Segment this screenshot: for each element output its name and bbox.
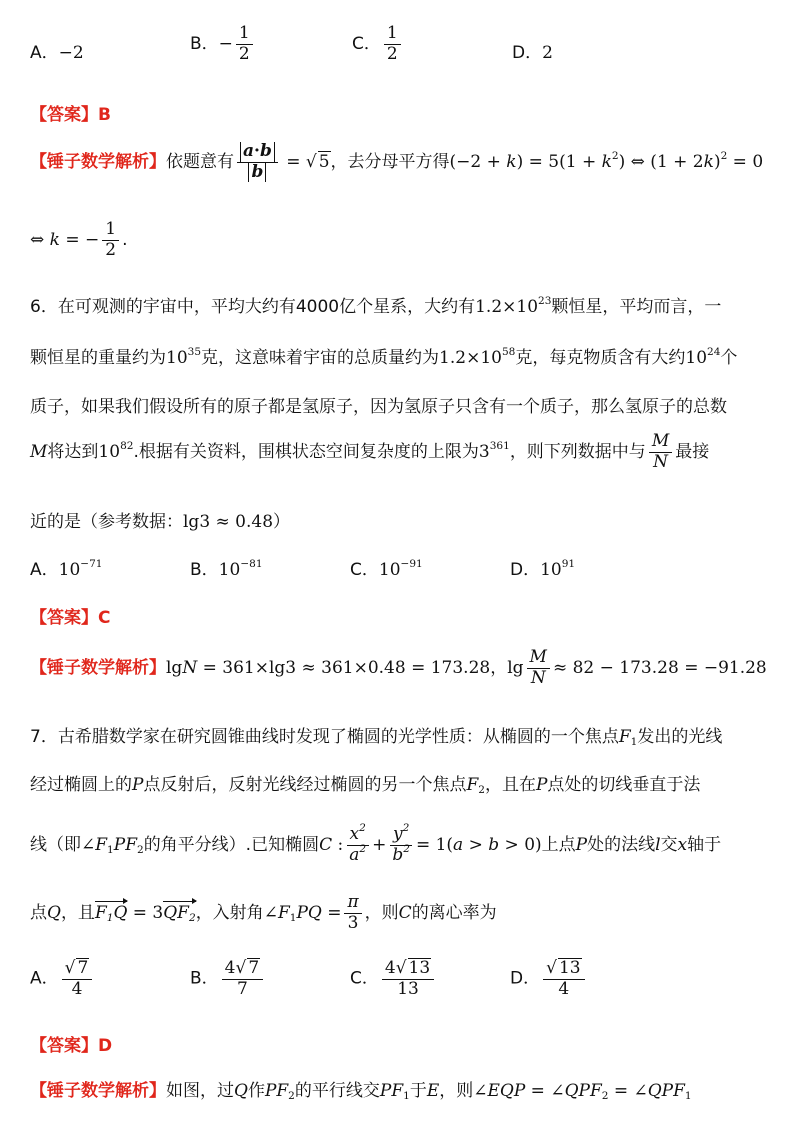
- q7-option-b[interactable]: B． $\frac{4√ 7}{7}$: [190, 958, 266, 999]
- q7-stem-line-3: 线（即$\angle F_1PF_2$的角平分线）.已知椭圆C : $\frac{x^2}{a^2}$ + $\frac{y^2}{b^2}$ = 1(a > b > 0)上点P处的法线l交x轴于: [30, 822, 722, 865]
- formula: lg3 ≈ 0.48: [183, 512, 274, 532]
- analysis-tag: 【锤子数学解析】: [30, 1081, 166, 1101]
- fraction: $\frac{x^2}{a^2}$: [346, 825, 369, 865]
- q6-analysis: [30, 648, 767, 688]
- formula: $10^{82}$: [98, 440, 134, 463]
- formula: ⇔ k = −: [30, 230, 100, 251]
- q5-option-d[interactable]: D．2: [512, 43, 553, 63]
- fraction: $\frac{1}{2}$: [384, 24, 401, 64]
- q6-stem-line-2: 颗恒星的重量约为$10^{35}$克，这意味着宇宙的总质量约为$1.2\times 10^{58}$克，每克物质含有大约$10^{24}$个: [30, 346, 738, 368]
- q7-option-a[interactable]: A． $\frac{√ 7}{4}$: [30, 958, 95, 999]
- formula: $3^{361}$: [478, 440, 510, 463]
- question-number: 7．: [30, 727, 58, 747]
- formula: lgN = 361×lg3 ≈ 361×0.48 = 173.28，lg: [166, 658, 524, 679]
- q6-answer: [30, 603, 110, 628]
- formula: ∠EQP = $\angle QPF_2$ = $\angle QPF_1$: [473, 1081, 692, 1103]
- q5-option-c[interactable]: C． $\frac{1}{2}$: [352, 24, 404, 64]
- analysis-tag: 【锤子数学解析】: [30, 658, 166, 679]
- answer-value: D: [98, 1036, 113, 1056]
- q6-option-c[interactable]: C．$10^{-91}$: [350, 558, 423, 580]
- answer-value: C: [98, 608, 111, 628]
- q7-option-d[interactable]: D． $\frac{√ 13}{4}$: [510, 958, 588, 999]
- q6-option-d[interactable]: D．$10^{91}$: [510, 558, 576, 580]
- fraction: $\frac{M}{N}$: [649, 432, 672, 472]
- q7-option-c[interactable]: C． $\frac{4√ 13}{13}$: [350, 958, 437, 999]
- analysis-tag: 【锤子数学解析】: [30, 152, 166, 173]
- formula: $\angle F_1PF_2$: [81, 835, 144, 857]
- question-number: 6．: [30, 297, 58, 317]
- q7-analysis: 【锤子数学解析】如图，过Q作$PF_2$的平行线交$PF_1$于E，则∠EQP = $\angle QPF_2$ = $\angle QPF_1$: [30, 1081, 692, 1103]
- answer-value: B: [98, 105, 111, 125]
- formula: $10^{24}$: [685, 346, 721, 368]
- q7-answer: [30, 1031, 112, 1056]
- formula: $(-2 + k) = 5(1 + k^2)$ ⇔ $(1 + 2k)^2 = 0$: [449, 150, 764, 173]
- formula: = 1(a > b > 0): [415, 835, 542, 856]
- formula: $1.2\times 10^{23}$: [475, 295, 552, 317]
- q5-option-b[interactable]: B．− $\frac{1}{2}$: [190, 24, 256, 64]
- formula: = √ 5: [280, 152, 330, 173]
- q7-stem-line-4: 点Q，且$F_1Q = 3QF_2$，入射角$\angle F_1PQ$ = $\frac{\pi}{3}$ ，则C的离心率为: [30, 892, 497, 933]
- formula: $1.2\times 10^{58}$: [439, 346, 516, 368]
- q6-stem-line-1: 6．在可观测的宇宙中，平均大约有4000亿个星系，大约有$1.2\times 10^{23}$颗恒星，平均而言，一: [30, 295, 722, 317]
- fraction: $\frac{M}{N}$: [527, 648, 550, 688]
- formula-fraction: $\frac{a\cdot b}{b}$: [237, 142, 278, 182]
- q6-stem-line-4: M将达到$10^{82}$.根据有关资料，围棋状态空间复杂度的上限为$3^{361}$，则下列数据中与 $\frac{M}{N}$ 最接: [30, 431, 710, 472]
- answer-tag: 【答案】: [30, 1036, 98, 1056]
- q6-stem-line-3: 质子，如果我们假设所有的原子都是氢原子，因为氢原子只含有一个质子，那么氢原子的总数: [30, 397, 727, 417]
- formula: M: [30, 442, 48, 463]
- formula: $10^{35}$: [166, 346, 202, 368]
- q5-analysis: 【锤子数学解析】依题意有 $\frac{a\cdot b}{b}$ = √ 5，去分母平方得$(-2 + k) = 5(1 + k^2)$ ⇔ $(1 + 2k)^2 = 0$: [30, 141, 764, 182]
- q7-stem-line-1: 7．古希腊数学家在研究圆锥曲线时发现了椭圆的光学性质：从椭圆的一个焦点$F_1$发出的光线: [30, 727, 723, 749]
- q7-stem-line-2: 经过椭圆上的P点反射后，反射光线经过椭圆的另一个焦点$F_2$，且在P点处的切线垂直于法: [30, 775, 701, 797]
- fraction: $\frac{\pi}{3}$: [344, 893, 361, 933]
- q6-option-b[interactable]: B．$10^{-81}$: [190, 558, 263, 580]
- formula: C :: [319, 835, 344, 856]
- q5-option-a[interactable]: A．−2: [30, 43, 84, 63]
- answer-tag: 【答案】: [30, 608, 98, 628]
- formula: ≈ 82 − 173.28 = −91.28: [552, 658, 767, 679]
- q5-result: ⇔ k = − $\frac{1}{2}$ .: [30, 219, 128, 260]
- q5-answer: [30, 100, 111, 125]
- fraction: $\frac{1}{2}$: [236, 24, 253, 64]
- q6-option-a[interactable]: A．$10^{-71}$: [30, 558, 103, 580]
- formula: $\angle F_1PQ$ =: [263, 903, 342, 925]
- answer-tag: 【答案】: [30, 105, 98, 125]
- fraction: $\frac{y^2}{b^2}$: [389, 825, 413, 865]
- q6-stem-line-5: 近的是（参考数据：lg3 ≈ 0.48）: [30, 512, 291, 532]
- fraction: $\frac{1}{2}$: [102, 220, 119, 260]
- formula: $F_1Q = 3QF_2$: [94, 903, 196, 925]
